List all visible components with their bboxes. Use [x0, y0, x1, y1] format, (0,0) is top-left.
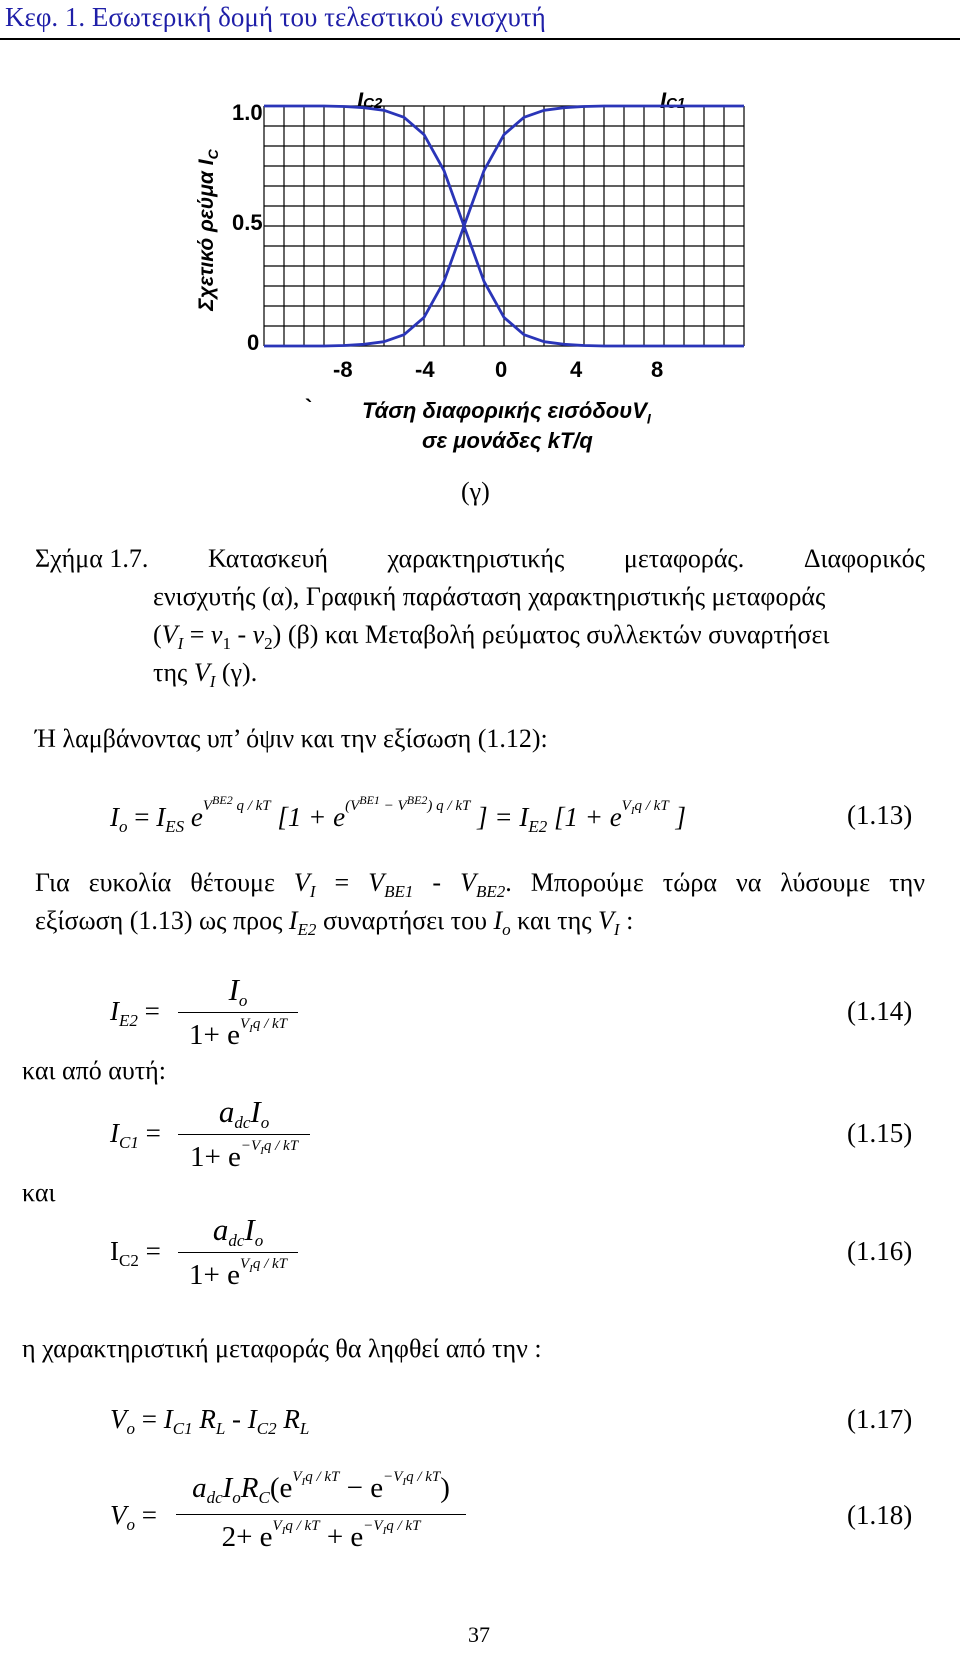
equation-number: (1.15) — [847, 1118, 913, 1148]
equation-number: (1.18) — [847, 1500, 913, 1530]
y-tick-label: 0 — [247, 330, 260, 355]
equation-number: (1.13) — [847, 800, 913, 830]
caption-word: χαρακτηριστικής — [387, 544, 565, 573]
equation-1-15-lhs: $I_{C1}$ = — [110, 1118, 161, 1152]
x-axis-label-line1: Τάση διαφορικής εισόδουV$_I$ — [362, 398, 651, 427]
paragraph-text: Ή λαμβάνοντας υπ’ όψιν και την εξίσωση (1.12): — [35, 724, 548, 753]
caption-fig-number: Σχήμα 1.7. — [35, 544, 149, 573]
equation-number: (1.16) — [847, 1236, 913, 1266]
chapter-header: Κεφ. 1. Εσωτερική δομή του τελεστικού ενισχυτή — [5, 2, 546, 32]
equation-1-15-fraction: $a_{dc}I_o$ $1+ e^{-V_Iq / kT}$ — [178, 1094, 310, 1174]
y-axis-label: Σχετικό ρεύμα $I_C$ — [194, 149, 222, 311]
x-tick-label: 8 — [651, 357, 664, 382]
x-tick-label: -8 — [333, 357, 353, 382]
chart-plot — [0, 0, 960, 400]
series-label-ic2: IC2 — [357, 88, 383, 113]
equation-1-13: $I_o = I_{ES}$ $e^{V^{BE2} q / kT}$ [$1 + e^{(V^{BE1} - V^{BE2}) q / kT}$ ] = $I_{E2}$ [$1 + e^{V_Iq / kT}$ ] — [110, 793, 686, 836]
y-tick-label: 0.5 — [232, 210, 263, 235]
caption-word: Διαφορικός — [803, 544, 925, 573]
caption-line-2: ενισχυτής (α), Γραφική παράσταση χαρακτηριστικής μεταφοράς — [153, 582, 826, 611]
caption-line-1 — [35, 544, 925, 574]
equation-number: (1.14) — [847, 996, 913, 1026]
x-tick-label: 0 — [495, 357, 508, 382]
caption-word: μεταφοράς. — [623, 544, 745, 573]
caption-line-4: της $V_I$ (γ). — [153, 658, 258, 691]
equation-1-18-lhs: $V_o$ = — [110, 1500, 157, 1534]
caption-line-3: $(V_I = v_1 - v_2)$ (β) και Μεταβολή ρεύματος συλλεκτών συναρτήσει — [153, 620, 830, 653]
paragraph-text-line2: εξίσωση (1.13) ως προς $I_{E2}$ συναρτήσει του $I_o$ και της $V_I$ : — [35, 906, 634, 939]
series-label-ic1: IC1 — [660, 88, 686, 113]
equation-1-16-fraction: $a_{dc}I_o$ $1+ e^{V_Iq / kT}$ — [178, 1212, 298, 1292]
stray-mark: ` — [305, 395, 313, 420]
x-tick-label: -4 — [415, 357, 435, 382]
paragraph-text: η χαρακτηριστική μεταφοράς θα ληφθεί από την : — [22, 1334, 542, 1363]
paragraph-text: και από αυτή: — [22, 1056, 167, 1085]
y-tick-label: 1.0 — [232, 100, 263, 125]
page-number: 37 — [468, 1622, 490, 1647]
x-tick-label: 4 — [570, 357, 583, 382]
x-axis-label-line2: σε μονάδες kT/q — [422, 428, 593, 453]
equation-1-18-fraction: $a_{dc}I_oR_C(e^{V_Iq / kT} - e^{-V_Iq / kT})$ $2+ e^{V_Iq / kT} + e^{-V_Iq / kT}$ — [176, 1472, 466, 1554]
panel-label: (γ) — [461, 477, 490, 506]
caption-word: Κατασκευή — [207, 544, 328, 573]
equation-1-16-lhs: $I_{C2}$ = — [110, 1236, 161, 1270]
equation-1-17: $V_o = I_{C1}$ $R_L - I_{C2}$ $R_L$ — [110, 1404, 310, 1438]
paragraph-text: και — [22, 1178, 56, 1207]
paragraph-text-line1: Για ευκολία θέτουμε $V_I = V_{BE1} - V_{BE2}$. Μπορούμε τώρα να λύσουμε την — [35, 868, 925, 901]
equation-1-14-fraction: $I_o$ $1+ e^{V_Iq / kT}$ — [178, 972, 298, 1052]
equation-1-14-lhs: $I_{E2}$ = — [110, 996, 160, 1030]
equation-number: (1.17) — [847, 1404, 913, 1434]
